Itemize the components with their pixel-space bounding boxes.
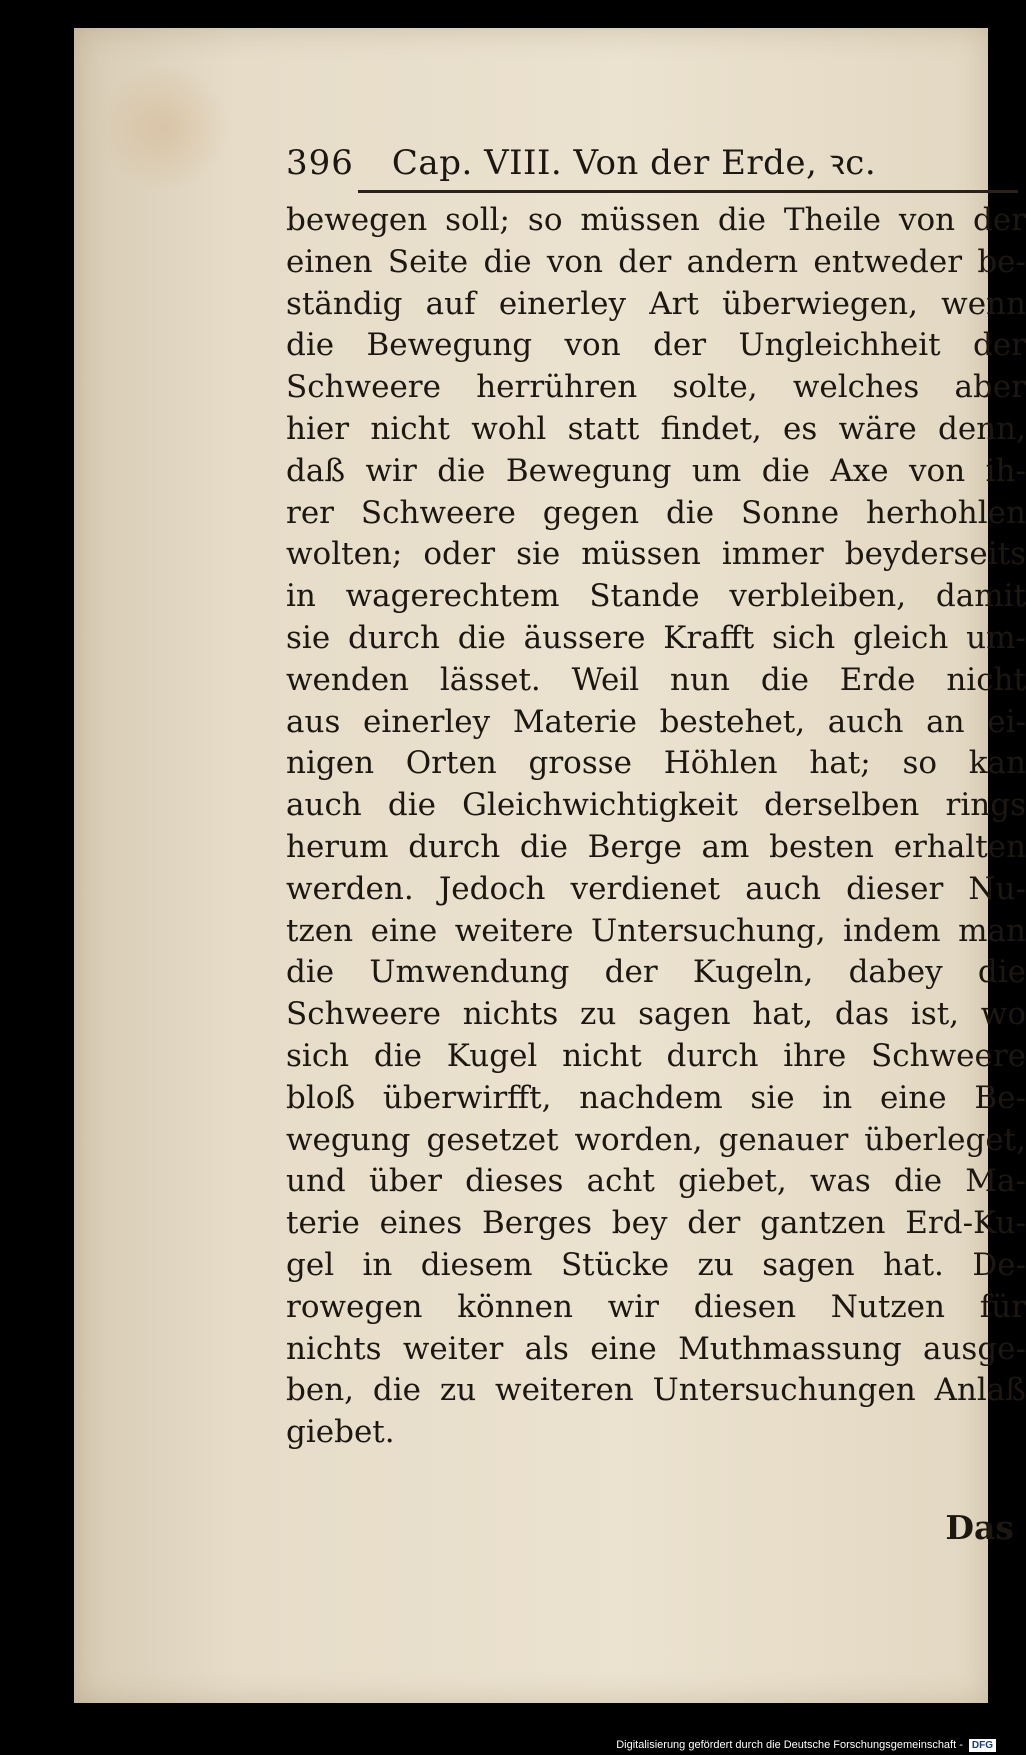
text-line: rer Schweere gegen die Sonne herhohlen — [286, 494, 1026, 531]
chapter-title: Cap. VIII. Von der Erde, ꝛc. — [391, 143, 877, 183]
text-line: auch die Gleichwichtigkeit derselben rings — [286, 787, 1026, 824]
text-line: nichts weiter als eine Muthmassung ausge- — [286, 1330, 1026, 1367]
text-line: werden. Jedoch verdienet auch dieser Nu- — [286, 870, 1026, 907]
text-line: gel in diesem Stücke zu sagen hat. De- — [286, 1246, 1026, 1283]
text-line: in wagerechtem Stande verbleiben, damit — [286, 578, 1026, 615]
text-line: wegung gesetzet worden, genauer überleget, — [286, 1121, 1026, 1158]
funding-credit: Digitalisierung gefördert durch die Deutsche Forschungsgemeinschaft - — [616, 1739, 963, 1751]
paper-stain — [94, 68, 234, 188]
text-line: bewegen soll; so müssen die Theile von der — [286, 202, 1026, 238]
text-line: die Umwendung der Kugeln, dabey die — [286, 954, 1026, 991]
page-number: 396 — [286, 143, 354, 183]
text-line: ben, die zu weiteren Untersuchungen Anlaß — [286, 1372, 1026, 1409]
text-line: tzen eine weitere Untersuchung, indem man — [286, 912, 1026, 949]
text-line: nigen Orten grosse Höhlen hat; so kan — [286, 745, 1026, 782]
text-line: Schweere herrühren solte, welches aber — [286, 369, 1026, 406]
text-line: herum durch die Berge am besten erhalten — [286, 828, 1026, 865]
text-line: wenden lässet. Weil nun die Erde nicht — [286, 661, 1026, 698]
book-page — [74, 28, 1026, 1703]
text-line: daß wir die Bewegung um die Axe von ih- — [286, 452, 1026, 489]
body-text — [286, 200, 1026, 1454]
text-line: sie durch die äussere Krafft sich gleich um- — [286, 619, 1026, 656]
catchword: Das — [945, 1508, 1014, 1547]
text-line: giebet. — [286, 1414, 395, 1451]
header-rule — [358, 190, 1018, 193]
text-line: wolten; oder sie müssen immer beyderseits — [286, 536, 1026, 573]
running-head — [286, 138, 1026, 190]
text-line: ständig auf einerley Art überwiegen, wenn — [286, 285, 1026, 322]
text-line: sich die Kugel nicht durch ihre Schweere — [286, 1037, 1026, 1074]
dfg-logo: DFG — [969, 1739, 996, 1752]
text-line: und über dieses acht giebet, was die Ma- — [286, 1163, 1026, 1200]
text-line: aus einerley Materie bestehet, auch an ei- — [286, 703, 1026, 740]
text-line: hier nicht wohl statt findet, es wäre denn, — [286, 410, 1026, 447]
digitization-footer — [0, 1735, 1000, 1755]
text-line: terie eines Berges bey der gantzen Erd-Ku- — [286, 1205, 1026, 1242]
text-line: einen Seite die von der andern entweder be- — [286, 243, 1026, 280]
text-line: rowegen können wir diesen Nutzen für — [286, 1288, 1026, 1325]
text-line: Schweere nichts zu sagen hat, das ist, wo — [286, 996, 1026, 1033]
text-line: die Bewegung von der Ungleichheit der — [286, 327, 1026, 364]
text-line: bloß überwirfft, nachdem sie in eine Be- — [286, 1079, 1026, 1116]
